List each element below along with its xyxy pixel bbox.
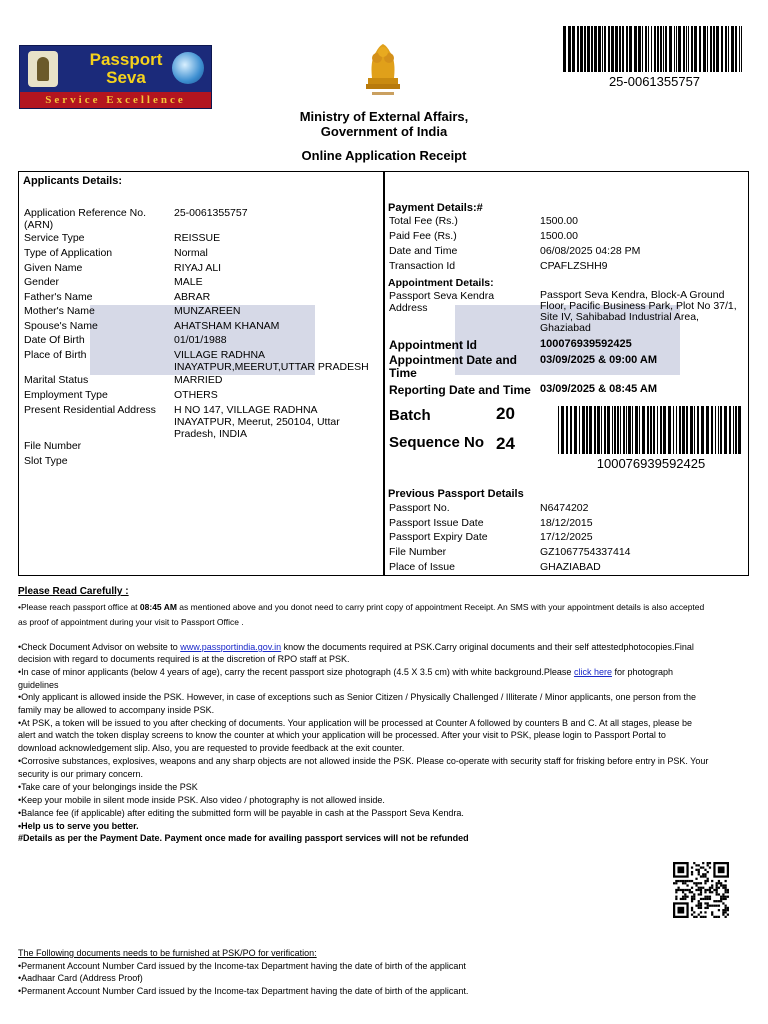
father-name-value: ABRAR	[174, 291, 211, 303]
qr-code	[673, 862, 729, 918]
passport-no-label: Passport No.	[389, 502, 450, 514]
given-name-label: Given Name	[24, 262, 83, 274]
instruction-2-line2: decision with regard to documents required is at the discretion of RPO staff at PSK.	[18, 654, 350, 664]
passport-no-value: N6474202	[540, 502, 589, 514]
instruction-4-line2: family may be allowed to accompany inside PSK.	[18, 705, 215, 715]
dob-value: 01/01/1988	[174, 334, 227, 346]
spouse-name-label: Spouse's Name	[24, 320, 98, 332]
instruction-1	[18, 601, 748, 613]
logo-title-line2: Seva	[106, 68, 146, 87]
instruction-6-line2: security is our primary concern.	[18, 769, 144, 779]
psk-address-value: Passport Seva Kendra, Block-A Ground Floor, Pacific Business Park, Plot No 37/1, Site IV, Sahibabad Industrial Area, Ghaziabad	[540, 289, 737, 334]
service-type-value: REISSUE	[174, 232, 221, 244]
instruction-3-text-b: for photograph	[614, 667, 674, 677]
address-value: H NO 147, VILLAGE RADHNA INAYATPUR, Meerut, 250104, Uttar Pradesh, INDIA	[174, 404, 340, 440]
spouse-name-value: AHATSHAM KHANAM	[174, 320, 280, 332]
ministry-line1: Ministry of External Affairs,	[299, 109, 469, 124]
file-number-label: File Number	[24, 440, 82, 452]
instruction-11: #Details as per the Payment Date. Payment once made for availing passport services will not be refunded	[18, 833, 469, 843]
address-label: Present Residential Address	[24, 404, 156, 416]
reporting-time: 08:45 AM	[139, 602, 177, 612]
dob-label: Date Of Birth	[24, 334, 85, 346]
arn-barcode-number: 25-0061355757	[608, 74, 701, 89]
application-type-label: Type of Application	[24, 247, 113, 259]
ministry-line2: Government of India	[320, 124, 448, 139]
globe-icon	[172, 52, 204, 84]
logo-tagline: Service Excellence	[20, 92, 211, 108]
transaction-id-value: CPAFLZSHH9	[540, 260, 608, 272]
instructions-heading: Please Read Carefully :	[18, 586, 129, 597]
total-fee-value: 1500.00	[540, 215, 578, 227]
arn-value: 25-0061355757	[174, 207, 248, 219]
instruction-7: •Take care of your belongings inside the PSK	[18, 782, 198, 792]
document-item: •Aadhaar Card (Address Proof)	[18, 973, 143, 983]
appointment-barcode-number: 100076939592425	[596, 456, 706, 471]
instruction-3-line2: guidelines	[18, 680, 59, 690]
instruction-1-text-b: as mentioned above and you donot need to carry print copy of appointment Receipt. An SMS with your appointment details is also accepted	[179, 602, 705, 612]
arn-barcode	[563, 26, 746, 72]
service-type-label: Service Type	[24, 232, 85, 244]
click-here-link[interactable]: click here	[573, 667, 612, 677]
appointment-id-value: 100076939592425	[540, 338, 632, 350]
column-divider	[383, 171, 385, 576]
state-emblem-icon	[360, 38, 406, 100]
appointment-datetime-label: Appointment Date and Time	[389, 353, 517, 380]
given-name-value: RIYAJ ALI	[174, 262, 222, 274]
appointment-details-heading: Appointment Details:	[388, 277, 494, 289]
instruction-9: •Balance fee (if applicable) after editing the submitted form will be payable in cash at the Passport Seva Kendra.	[18, 808, 464, 818]
logo-title-line1: Passport	[89, 50, 163, 69]
instruction-1-line2: as proof of appointment during your visit to Passport Office .	[18, 617, 244, 627]
reporting-datetime-value: 03/09/2025 & 08:45 AM	[540, 383, 657, 395]
father-name-label: Father's Name	[24, 291, 93, 303]
document-item: •Permanent Account Number Card issued by the Income-tax Department having the date of birth of the applicant	[18, 961, 466, 971]
transaction-id-label: Transaction Id	[389, 260, 456, 272]
sequence-label: Sequence No	[389, 434, 485, 451]
instruction-3-text-a: •In case of minor applicants (below 4 years of age), carry the recent passport size photograph (4.5 X 3.5 cm) with white background.Please	[18, 667, 572, 677]
applicant-details-heading: Applicants Details:	[23, 175, 123, 187]
mother-name-value: MUNZAREEN	[174, 305, 241, 317]
employment-type-value: OTHERS	[174, 389, 218, 401]
employment-type-label: Employment Type	[24, 389, 108, 401]
issue-date-value: 18/12/2015	[540, 517, 593, 529]
instruction-2	[18, 641, 748, 653]
expiry-date-label: Passport Expiry Date	[389, 531, 488, 543]
total-fee-label: Total Fee (Rs.)	[389, 215, 458, 227]
documents-heading: The Following documents needs to be furnished at PSK/PO for verification:	[18, 948, 317, 958]
reporting-datetime-label: Reporting Date and Time	[389, 383, 531, 397]
place-of-issue-label: Place of Issue	[389, 561, 455, 573]
instruction-10: •Help us to serve you better.	[18, 821, 139, 831]
place-of-birth-value: VILLAGE RADHNA INAYATPUR,MEERUT,UTTAR PRADESH	[174, 349, 369, 373]
issue-date-label: Passport Issue Date	[389, 517, 484, 529]
marital-status-label: Marital Status	[24, 374, 89, 386]
application-type-value: Normal	[174, 247, 208, 259]
instruction-5-line3: download acknowledgement slip. Also, you are requested to provide feedback at the exit counter.	[18, 743, 405, 753]
appointment-id-label: Appointment Id	[389, 338, 477, 352]
payment-datetime-label: Date and Time	[389, 245, 458, 257]
paid-fee-label: Paid Fee (Rs.)	[389, 230, 457, 242]
appointment-barcode	[558, 406, 744, 454]
instruction-3	[18, 666, 748, 678]
slot-type-label: Slot Type	[24, 455, 68, 467]
passport-seva-logo	[19, 45, 212, 109]
instruction-6: •Corrosive substances, explosives, weapons and any sharp objects are not allowed inside the PSK. Please co-operate with security staff for frisking before entry in PSK. Your	[18, 756, 709, 766]
marital-status-value: MARRIED	[174, 374, 223, 386]
payment-datetime-value: 06/08/2025 04:28 PM	[540, 245, 641, 257]
arn-label: Application Reference No. (ARN)	[24, 207, 146, 231]
instruction-2-text-b: know the documents required at PSK.Carry original documents and their self attestedphotocopies.Final	[283, 642, 694, 652]
gender-value: MALE	[174, 276, 203, 288]
batch-label: Batch	[389, 407, 431, 424]
paid-fee-value: 1500.00	[540, 230, 578, 242]
receipt-title: Online Application Receipt	[301, 148, 467, 163]
gender-label: Gender	[24, 276, 60, 288]
place-of-issue-value: GHAZIABAD	[540, 561, 601, 573]
passportindia-link[interactable]: www.passportindia.gov.in	[180, 642, 282, 652]
appointment-datetime-value: 03/09/2025 & 09:00 AM	[540, 354, 657, 366]
instruction-8: •Keep your mobile in silent mode inside PSK. Also video / photography is not allowed inside.	[18, 795, 385, 805]
mother-name-label: Mother's Name	[24, 305, 95, 317]
pp-file-number-label: File Number	[389, 546, 447, 558]
pp-file-number-value: GZ1067754337414	[540, 546, 631, 558]
instruction-4: •Only applicant is allowed inside the PSK. However, in case of exceptions such as Senior Citizen / Physically Challenged / Illiterate / Minor applicants, one person from the	[18, 692, 696, 702]
document-item: •Permanent Account Number Card issued by the Income-tax Department having the date of birth of the applicant.	[18, 986, 469, 996]
payment-details-heading: Payment Details:#	[388, 202, 483, 214]
emblem-icon	[28, 51, 58, 87]
batch-value: 20	[496, 404, 515, 423]
sequence-value: 24	[496, 434, 515, 453]
instruction-5: •At PSK, a token will be issued to you after checking of documents. Your application will be processed at Counter A followed by counters B and C. At all stages, please be	[18, 718, 693, 728]
instruction-2-text-a: •Check Document Advisor on website to	[18, 642, 178, 652]
instruction-5-line2: alert and watch the token display screens to know the counter at which your application will be processed. After your visit to PSK, please login to Passport Portal to	[18, 730, 666, 740]
place-of-birth-label: Place of Birth	[24, 349, 87, 361]
psk-address-label: Passport Seva Kendra Address	[389, 290, 495, 314]
instruction-1-text-a: •Please reach passport office at	[18, 602, 138, 612]
expiry-date-value: 17/12/2025	[540, 531, 593, 543]
previous-passport-heading: Previous Passport Details	[388, 488, 524, 500]
